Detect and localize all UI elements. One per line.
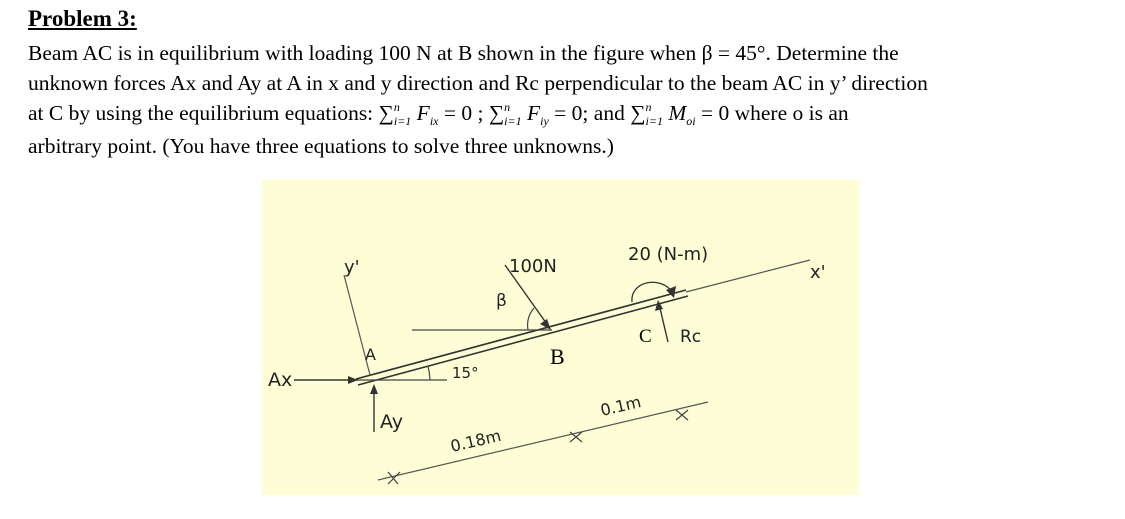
eq2-lower-limit: i=1 <box>504 114 522 128</box>
statement-line-3 <box>28 98 1108 131</box>
dimension-line <box>378 402 708 480</box>
eq3-variable-sub: oi <box>686 114 696 128</box>
label-beta: β <box>496 291 507 311</box>
eq2-variable-sub: iy <box>540 114 549 128</box>
problem-statement <box>28 38 1108 161</box>
eq3-rest: = 0 where o is an <box>695 101 849 125</box>
eq1-lower-limit: i=1 <box>393 114 412 128</box>
dimension-tick-a <box>388 472 400 484</box>
label-ax: Ax <box>268 369 293 391</box>
rc-arrowhead <box>655 300 663 311</box>
statement-line-3-text: at C by using the equilibrium equations: <box>28 101 379 125</box>
sum-symbol-2: ∑ <box>488 101 505 125</box>
statement-line-4: arbitrary point. (You have three equations to solve three unknowns.) <box>28 134 614 158</box>
sum-symbol-3: ∑ <box>630 101 646 125</box>
beam-figure <box>262 180 859 495</box>
label-y-prime: y' <box>344 257 360 278</box>
eq1-rest: = 0 ; <box>438 101 489 125</box>
ay-arrowhead <box>370 384 378 394</box>
eq2-rest: = 0; and <box>548 101 631 125</box>
label-c: C <box>639 326 652 347</box>
rc-reaction-arrow <box>659 304 668 342</box>
label-dist-ab: 0.18m <box>448 425 503 456</box>
label-a: A <box>365 345 376 364</box>
sum-symbol-1: ∑ <box>378 101 394 125</box>
label-x-prime: x' <box>810 262 826 283</box>
label-angle: 15° <box>452 364 479 382</box>
statement-line-1: Beam AC is in equilibrium with loading 100 N at B shown in the figure when β = 45°. Determine the <box>28 41 899 65</box>
beam-top-edge <box>356 290 686 379</box>
label-moment: 20 (N-m) <box>628 244 709 265</box>
eq1-variable-sub: ix <box>429 114 439 128</box>
ax-arrowhead <box>348 376 358 384</box>
label-ay: Ay <box>380 411 403 433</box>
label-load: 100N <box>509 256 557 277</box>
label-rc: Rc <box>680 327 702 347</box>
angle-arc-15 <box>428 366 430 380</box>
eq1-variable: F <box>416 101 430 125</box>
label-dist-bc: 0.1m <box>598 392 643 420</box>
eq2-variable: F <box>526 101 541 125</box>
dimension-tick-c <box>676 410 688 420</box>
beta-angle-arc <box>528 308 534 330</box>
problem-heading: Problem 3: <box>28 6 137 31</box>
eq3-variable: M <box>668 101 687 125</box>
eq3-upper-limit: n <box>645 100 652 114</box>
eq2-upper-limit: n <box>504 100 511 114</box>
statement-line-2: unknown forces Ax and Ay at A in x and y direction and Rc perpendicular to the beam AC in y’ direction <box>28 71 928 95</box>
beam-diagram-svg <box>262 180 859 495</box>
label-b: B <box>550 344 565 369</box>
eq3-lower-limit: i=1 <box>645 114 663 128</box>
eq1-upper-limit: n <box>393 100 400 114</box>
